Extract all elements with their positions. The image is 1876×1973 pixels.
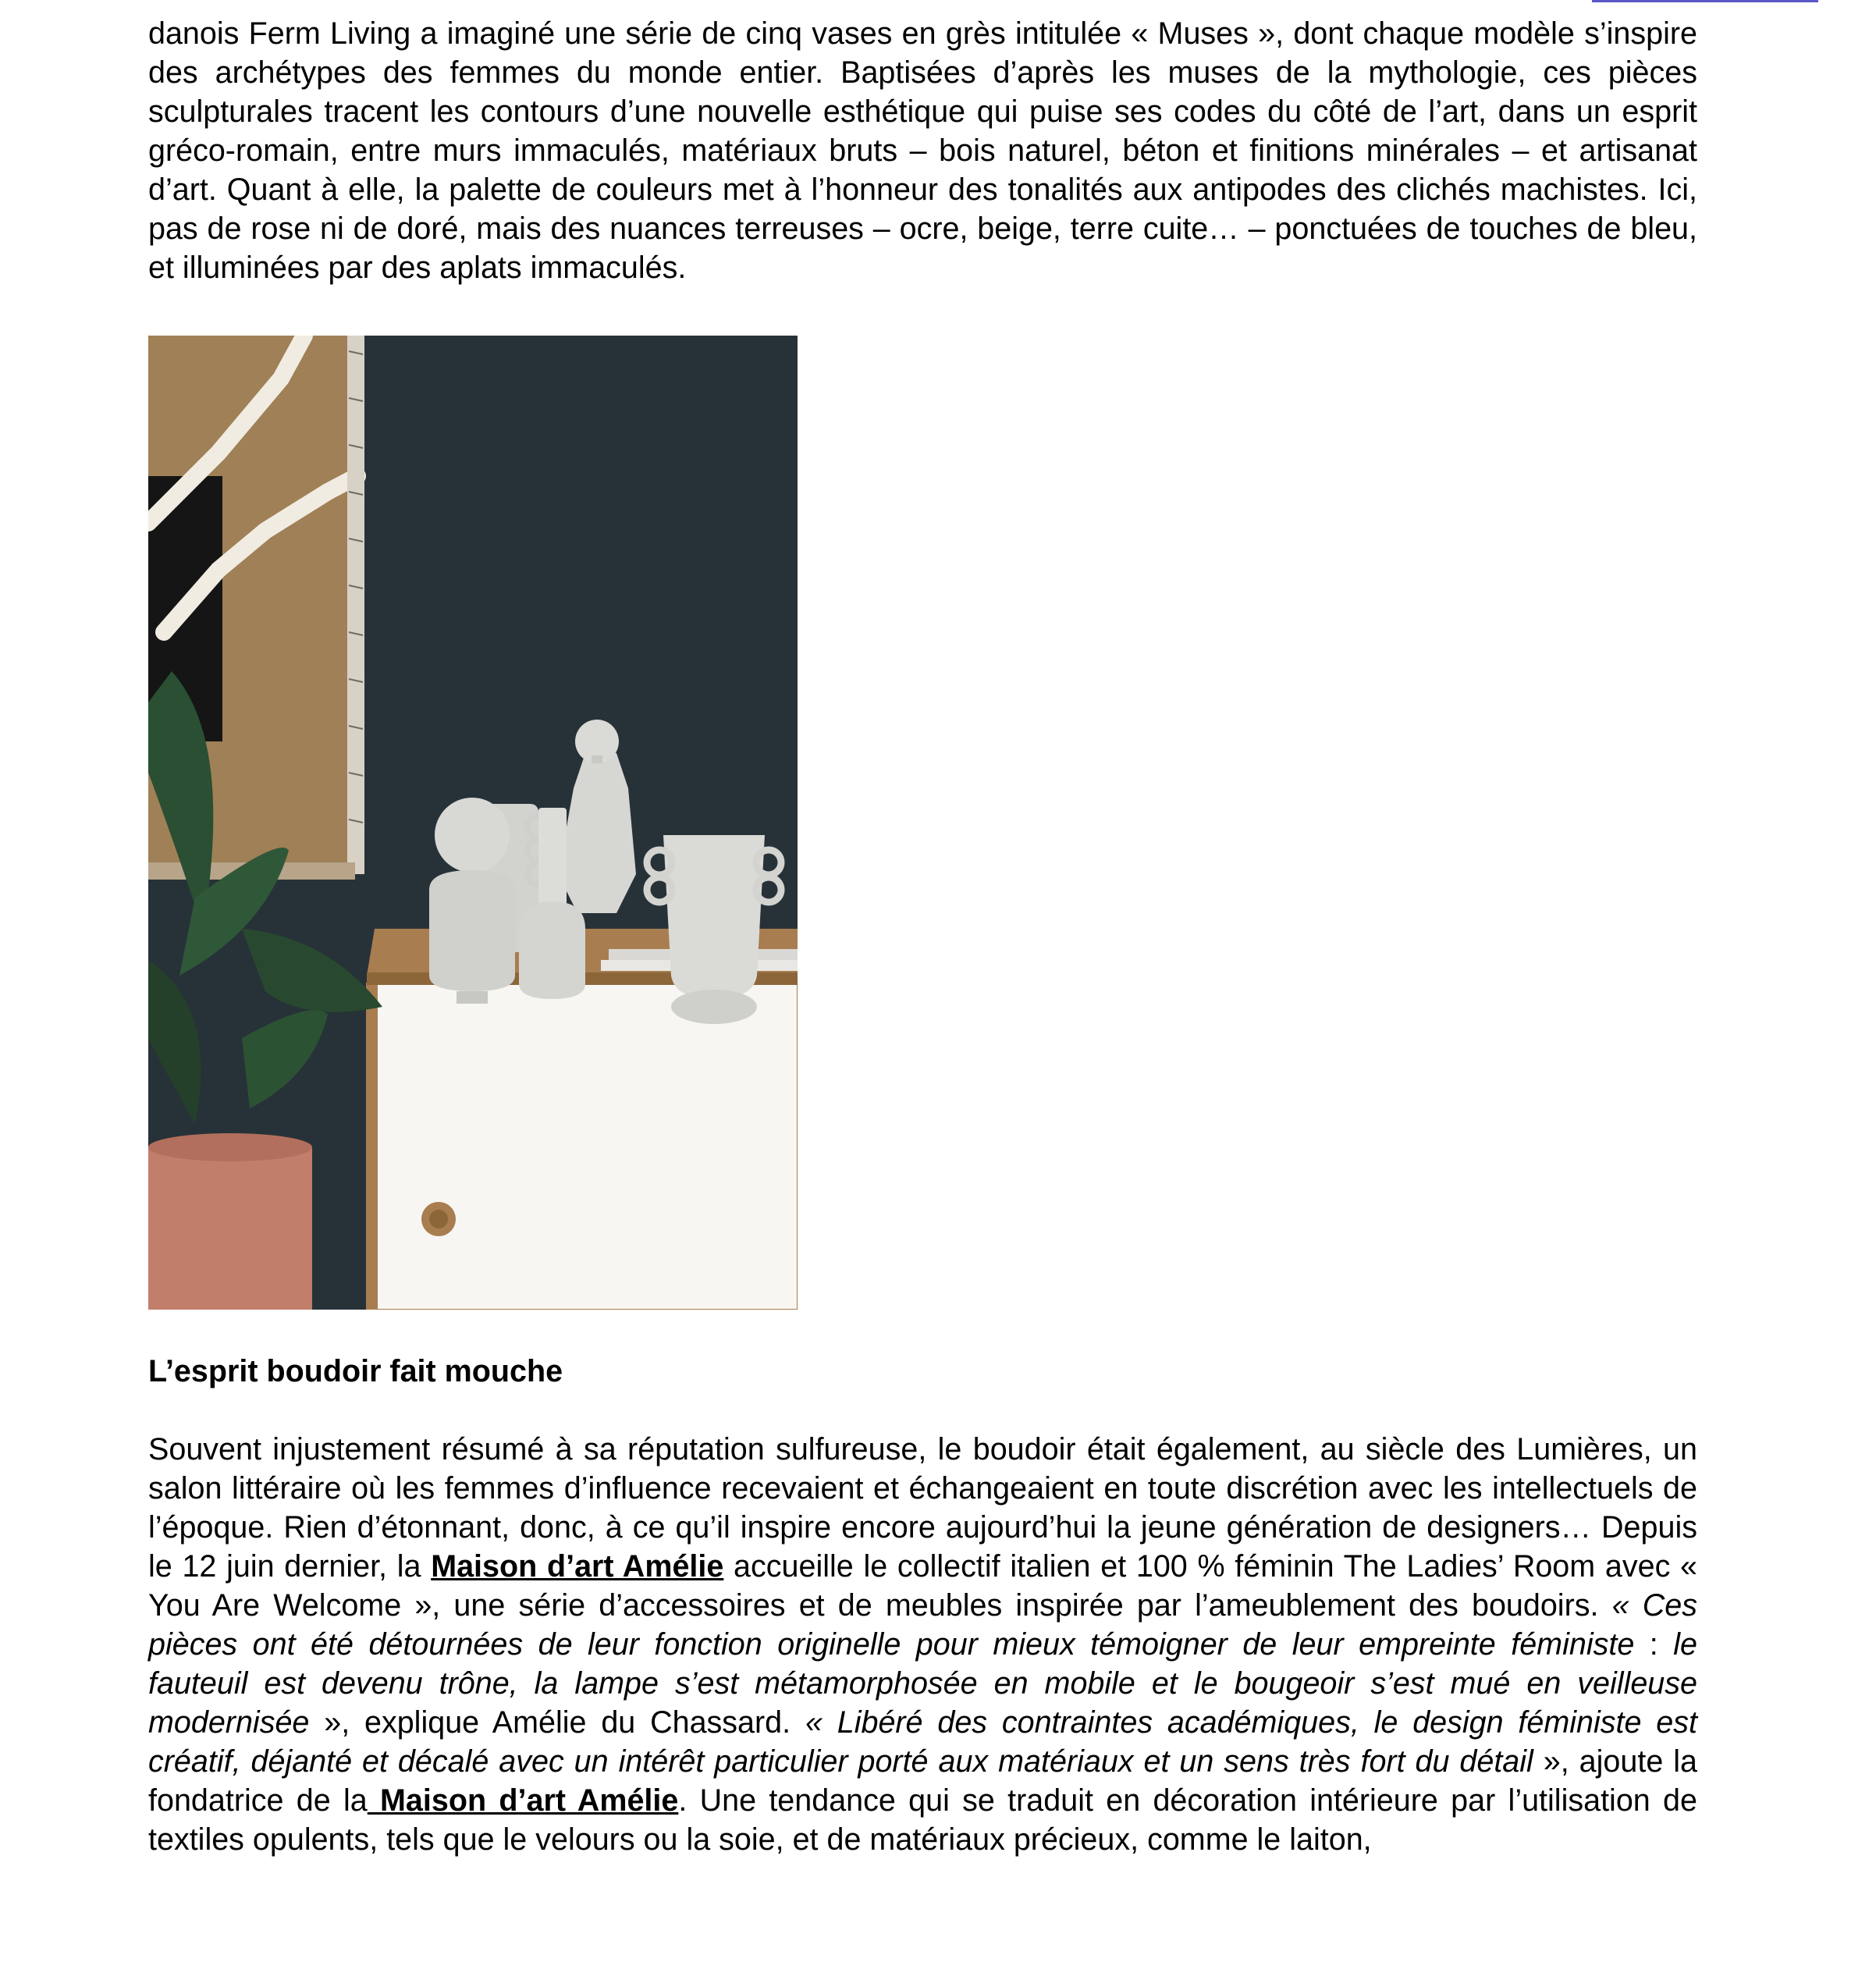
- quote-text: le fauteuil est devenu trône, la lampe s’est métamorphosée en mobile et le bougeoir s’est mué en veilleuse modernisée: [148, 1627, 1697, 1740]
- section-heading: L’esprit boudoir fait mouche: [148, 1354, 563, 1388]
- paragraph-text: :: [1634, 1627, 1674, 1662]
- paragraph-text: », explique Amélie du Chassard.: [309, 1705, 805, 1740]
- muses-vases-photo: [148, 336, 798, 1310]
- paragraph-text: accueille le collectif italien et 100 % féminin The Ladies’ Room avec « You Are Welcome », une série d’accessoires et de meubles inspirée par l’ameublement des boudoirs.: [148, 1549, 1697, 1623]
- paragraph-text: », ajoute la fondatrice de la: [148, 1744, 1697, 1818]
- paragraph-text: Souvent injustement résumé à sa réputation sulfureuse, le boudoir était également, au siècle des Lumières, un salon littéraire où les femmes d’influence recevaient et échangeaient en toute discrétion avec les intellectuels de l’époque. Rien d’étonnant, donc, à ce qu’il inspire encore aujourd’hui la jeune génération de designers… Depuis le 12 juin dernier, la: [148, 1432, 1697, 1584]
- intro-paragraph: danois Ferm Living a imaginé une série de cinq vases en grès intitulée « Muses », dont chaque modèle s’inspire des archétypes des femmes du monde entier. Baptisées d’après les muses de la mythologie, ces pièces sculpturales tracent les contours d’une nouvelle esthétique qui puise ses codes du côté de l’art, dans un esprit gréco-romain, entre murs immaculés, matériaux bruts – bois naturel, béton et finitions minérales – et artisanat d’art. Quant à elle, la palette de couleurs met à l’honneur des tonalités aux antipodes des clichés machistes. Ici, pas de rose ni de doré, mais des nuances terreuses – ocre, beige, terre cuite… – ponctuées de touches de bleu, et illuminées par des aplats immaculés.: [148, 16, 1697, 285]
- maison-dart-amelie-link[interactable]: Maison d’art Amélie: [431, 1549, 724, 1584]
- top-accent-line: [1592, 0, 1818, 2]
- article-page: [148, 14, 1697, 1859]
- paragraph-text: . Une tendance qui se traduit en décoration intérieure par l’utilisation de textiles opulents, tels que le velours ou la soie, et de matériaux précieux, comme le laiton,: [148, 1783, 1697, 1857]
- quote-text: « Ces pièces ont été détournées de leur fonction originelle pour mieux témoigner de leur empreinte féministe: [148, 1588, 1697, 1662]
- section-paragraph: [148, 1430, 1697, 1859]
- maison-dart-amelie-link-2[interactable]: Maison d’art Amélie: [367, 1783, 679, 1818]
- quote-text: « Libéré des contraintes académiques, le design féministe est créatif, déjanté et décalé avec un intérêt particulier porté aux matériaux et un sens très fort du détail: [148, 1705, 1697, 1779]
